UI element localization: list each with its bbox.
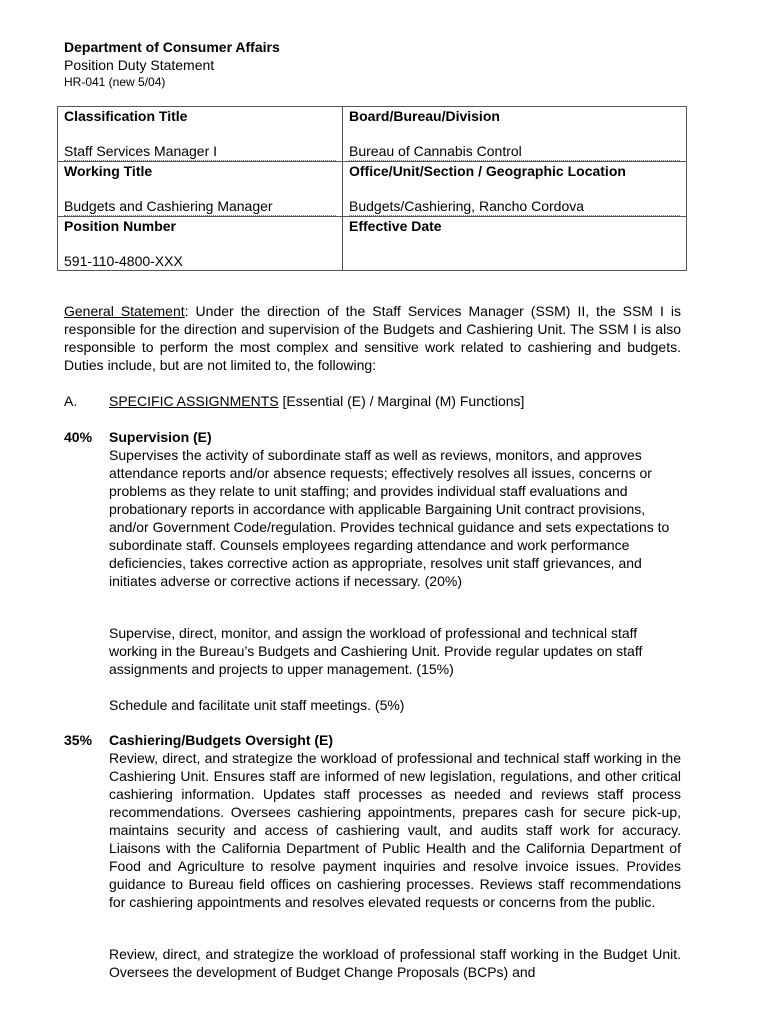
general-statement-text: : Under the direction of the Staff Services Manager (SSM) II, the SSM I is responsible for the direction and supervision of the Budgets and Cashiering Unit. The SSM I is also responsible to perform the most complex and sensitive work related to cashiering and budgets. Duties include, but are not limited to, the following: [64, 303, 681, 373]
office-label: Office/Unit/Section / Geographic Location [349, 163, 626, 179]
working-title-value: Budgets and Cashiering Manager [64, 197, 336, 216]
board-cell [343, 107, 687, 162]
working-title-label: Working Title [64, 163, 153, 179]
task-paragraph: Schedule and facilitate unit staff meetings. (5%) [109, 697, 405, 713]
position-info-table [57, 106, 687, 271]
board-value: Bureau of Cannabis Control [349, 142, 680, 161]
effective-date-cell [343, 217, 687, 271]
section-letter: A. [64, 393, 78, 409]
position-number-label: Position Number [64, 218, 177, 234]
document-header [64, 38, 280, 90]
section-heading: SPECIFIC ASSIGNMENTS [109, 393, 279, 409]
general-statement-label: General Statement [64, 303, 185, 319]
form-id: HR-041 (new 5/04) [64, 75, 166, 89]
position-number-value: 591-110-4800-XXX [64, 253, 183, 269]
document-title: Position Duty Statement [64, 57, 215, 73]
task-percent: 40% [64, 429, 93, 445]
office-value: Budgets/Cashiering, Rancho Cordova [349, 197, 680, 216]
task-paragraph: Supervises the activity of subordinate staff as well as reviews, monitors, and approves attendance reports and/or absence requests; effectively resolves all issues, concerns or problems as they relate to unit staffing; and provides individual staff evaluations and probationary reports in accordance with applicable Bargaining Unit contract provisions, and/or Government Code/regulation. Provides technical guidance and sets expectations to subordinate staff. Counsels employees regarding attendance and work performance deficiencies, takes corrective action as appropriate, resolves unit staff grievances, and initiates adverse or corrective actions if necessary. (20%) [109, 447, 670, 589]
task-paragraph: Review, direct, and strategize the workload of professional and technical staff working in the Cashiering Unit. Ensures staff are informed of new legislation, regulations, and other critical cashiering information. Updates staff processes as needed and reviews staff process recommendations. Oversees cashiering appointments, prepares cash for secure pick-up, maintains security and access of cashiering vault, and audits staff work for accuracy. Liaisons with the California Department of Public Health and the California Department of Food and Agriculture to resolve payment inquiries and resolve invoice issues. Provides guidance to Bureau field offices on cashiering processes. Reviews staff recommendations for cashiering appointments and resolves elevated requests or concerns from the public. [109, 750, 681, 910]
classification-cell [58, 107, 343, 162]
office-cell [343, 162, 687, 217]
section-subheading: [Essential (E) / Marginal (M) Functions] [278, 393, 525, 409]
working-title-cell [58, 162, 343, 217]
task-percent: 35% [64, 732, 93, 748]
classification-value: Staff Services Manager I [64, 142, 336, 161]
task-paragraph: Review, direct, and strategize the workload of professional staff working in the Budget Unit. Oversees the development of Budget Change Proposals (BCPs) and [109, 946, 681, 980]
task-title: Supervision (E) [109, 429, 212, 445]
task-paragraph: Supervise, direct, monitor, and assign the workload of professional and technical staff working in the Bureau’s Budgets and Cashiering Unit. Provide regular updates on staff assignments and projects to upper management. (15%) [109, 625, 643, 677]
department-name: Department of Consumer Affairs [64, 39, 280, 55]
task-title: Cashiering/Budgets Oversight (E) [109, 732, 334, 748]
effective-date-label: Effective Date [349, 218, 442, 234]
position-number-cell [58, 217, 343, 271]
general-statement [64, 302, 681, 374]
board-label: Board/Bureau/Division [349, 108, 500, 124]
classification-label: Classification Title [64, 108, 188, 124]
